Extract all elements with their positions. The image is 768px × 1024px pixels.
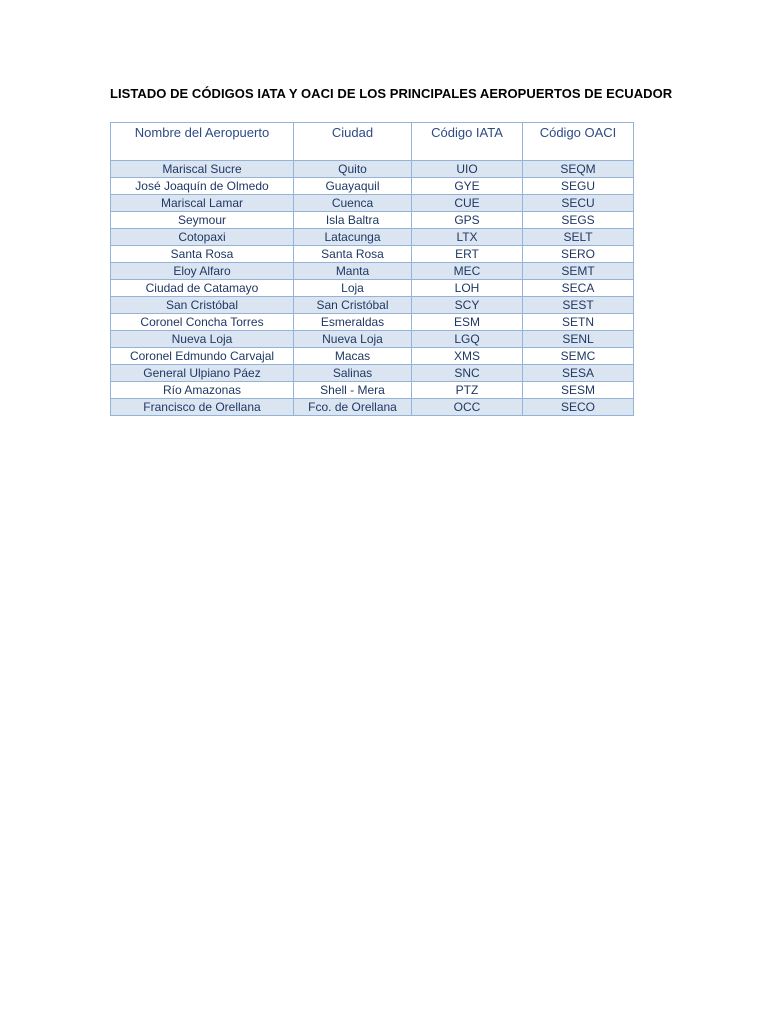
cell-icao-code: SEGU [523,178,634,195]
cell-icao-code: SETN [523,314,634,331]
table-header-row [111,123,634,161]
table-row [111,365,634,382]
table-row [111,195,634,212]
cell-icao-code: SEST [523,297,634,314]
cell-airport-name: Coronel Concha Torres [111,314,294,331]
cell-iata-code: LGQ [412,331,523,348]
cell-icao-code: SECO [523,399,634,416]
table-row [111,229,634,246]
cell-airport-name: Río Amazonas [111,382,294,399]
cell-city: Santa Rosa [294,246,412,263]
header-iata-code: Código IATA [412,123,523,161]
header-airport-name: Nombre del Aeropuerto [111,123,294,161]
cell-icao-code: SEMC [523,348,634,365]
cell-city: Fco. de Orellana [294,399,412,416]
cell-airport-name: Francisco de Orellana [111,399,294,416]
table-row [111,382,634,399]
header-icao-code: Código OACI [523,123,634,161]
cell-airport-name: General Ulpiano Páez [111,365,294,382]
cell-city: Latacunga [294,229,412,246]
cell-airport-name: Coronel Edmundo Carvajal [111,348,294,365]
cell-airport-name: Nueva Loja [111,331,294,348]
cell-iata-code: XMS [412,348,523,365]
table-row [111,161,634,178]
cell-iata-code: SCY [412,297,523,314]
cell-city: Guayaquil [294,178,412,195]
cell-icao-code: SERO [523,246,634,263]
cell-city: Macas [294,348,412,365]
table-row [111,212,634,229]
table-row [111,314,634,331]
table-row [111,297,634,314]
table-row [111,348,634,365]
cell-airport-name: Santa Rosa [111,246,294,263]
table-row [111,280,634,297]
cell-iata-code: GYE [412,178,523,195]
airport-codes-table [110,122,634,416]
cell-iata-code: PTZ [412,382,523,399]
header-city: Ciudad [294,123,412,161]
cell-iata-code: SNC [412,365,523,382]
table-row [111,399,634,416]
cell-iata-code: ESM [412,314,523,331]
cell-iata-code: CUE [412,195,523,212]
cell-city: Cuenca [294,195,412,212]
cell-iata-code: LTX [412,229,523,246]
table-row [111,263,634,280]
cell-icao-code: SESM [523,382,634,399]
cell-city: Salinas [294,365,412,382]
cell-city: Manta [294,263,412,280]
page-title: LISTADO DE CÓDIGOS IATA Y OACI DE LOS PRINCIPALES AEROPUERTOS DE ECUADOR [110,86,673,101]
cell-airport-name: Ciudad de Catamayo [111,280,294,297]
cell-icao-code: SELT [523,229,634,246]
table-row [111,246,634,263]
cell-city: Nueva Loja [294,331,412,348]
cell-icao-code: SEGS [523,212,634,229]
cell-city: San Cristóbal [294,297,412,314]
cell-iata-code: MEC [412,263,523,280]
cell-airport-name: José Joaquín de Olmedo [111,178,294,195]
table-row [111,331,634,348]
cell-iata-code: OCC [412,399,523,416]
cell-iata-code: UIO [412,161,523,178]
cell-icao-code: SEMT [523,263,634,280]
cell-icao-code: SENL [523,331,634,348]
cell-airport-name: Mariscal Sucre [111,161,294,178]
table-row [111,178,634,195]
cell-airport-name: Eloy Alfaro [111,263,294,280]
cell-iata-code: GPS [412,212,523,229]
cell-airport-name: Seymour [111,212,294,229]
cell-airport-name: Cotopaxi [111,229,294,246]
cell-iata-code: ERT [412,246,523,263]
cell-city: Esmeraldas [294,314,412,331]
cell-airport-name: Mariscal Lamar [111,195,294,212]
cell-icao-code: SECU [523,195,634,212]
cell-icao-code: SEQM [523,161,634,178]
cell-city: Loja [294,280,412,297]
cell-city: Isla Baltra [294,212,412,229]
cell-iata-code: LOH [412,280,523,297]
cell-city: Quito [294,161,412,178]
cell-icao-code: SESA [523,365,634,382]
cell-airport-name: San Cristóbal [111,297,294,314]
cell-city: Shell - Mera [294,382,412,399]
cell-icao-code: SECA [523,280,634,297]
